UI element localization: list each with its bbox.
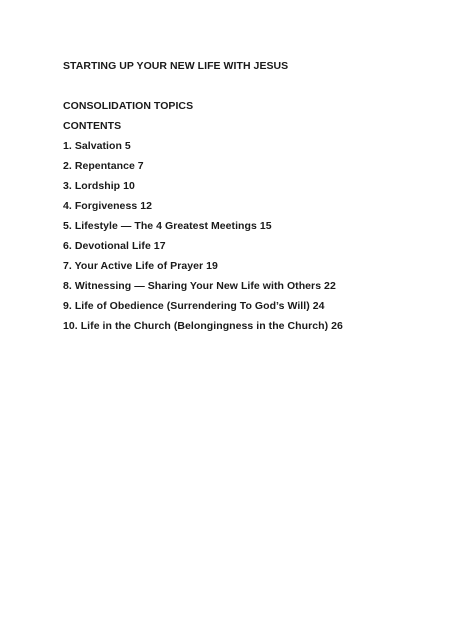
toc-item-devotional-life: 6. Devotional Life 17 bbox=[63, 240, 166, 252]
document-title: STARTING UP YOUR NEW LIFE WITH JESUS bbox=[63, 60, 289, 72]
section-heading: CONSOLIDATION TOPICS bbox=[63, 100, 194, 112]
toc-item-lifestyle: 5. Lifestyle — The 4 Greatest Meetings 15 bbox=[63, 220, 272, 232]
document-content bbox=[63, 59, 453, 339]
toc-item-repentance: 2. Repentance 7 bbox=[63, 160, 144, 172]
contents-heading: CONTENTS bbox=[63, 120, 122, 132]
toc-item-church: 10. Life in the Church (Belongingness in the Church) 26 bbox=[63, 320, 343, 332]
toc-item-lordship: 3. Lordship 10 bbox=[63, 180, 135, 192]
toc-item-prayer: 7. Your Active Life of Prayer 19 bbox=[63, 260, 218, 272]
toc-item-obedience: 9. Life of Obedience (Surrendering To God’s Will) 24 bbox=[63, 300, 325, 312]
toc-item-forgiveness: 4. Forgiveness 12 bbox=[63, 200, 152, 212]
table-of-contents bbox=[63, 139, 453, 339]
toc-item-salvation: 1. Salvation 5 bbox=[63, 140, 131, 152]
toc-item-witnessing: 8. Witnessing — Sharing Your New Life with Others 22 bbox=[63, 280, 336, 292]
